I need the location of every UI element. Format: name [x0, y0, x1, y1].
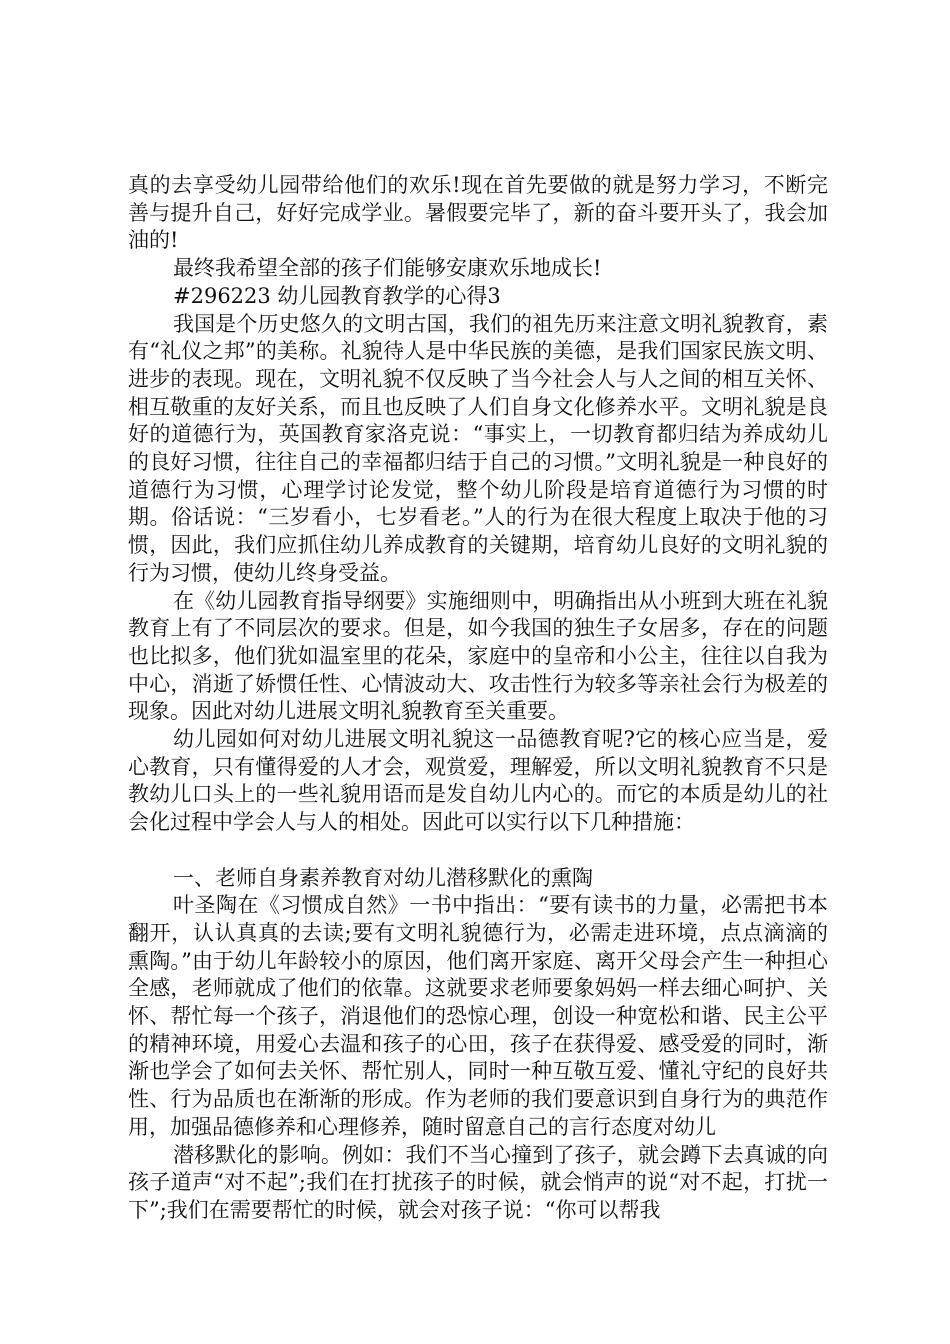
section-heading: #296223 幼儿园教育教学的心得3 — [173, 283, 501, 308]
document-page — [128, 172, 828, 1225]
paragraph-civility-intro: 我国是个历史悠久的文明古国，我们的祖先历来注意文明礼貌教育，素有“礼仪之邦”的美称。礼貌待人是中华民族的美德，是我们国家民族文明、进步的表现。现在，文明礼貌不仅反映了当今社会人与人之间的相互关怀、相互敬重的友好关系，而且也反映了人们自身文化修养水平。文明礼貌是良好的道德行为，英国教育家洛克说：“事实上，一切教育都归结为养成幼儿的良好习惯，往往自己的幸福都归结于自己的习惯。”文明礼貌是一种良好的道德行为习惯，心理学讨论发觉，整个幼儿阶段是培育道德行为习惯的时期。俗话说：“三岁看小，七岁看老。”人的行为在很大程度上取决于他的习惯，因此，我们应抓住幼儿养成教育的关键期，培育幼儿良好的文明礼貌的行为习惯，使幼儿终身受益。 — [128, 311, 828, 585]
paragraph-continuation: 真的去享受幼儿园带给他们的欢乐!现在首先要做的就是努力学习，不断完善与提升自己，好好完成学业。暑假要完毕了，新的奋斗要开头了，我会加油的! — [128, 173, 828, 253]
paragraph-closing-wish: 最终我希望全部的孩子们能够安康欢乐地成长! — [173, 256, 602, 281]
subsection-heading: 一、老师自身素养教育对幼儿潜移默化的熏陶 — [173, 865, 593, 890]
blank-line — [128, 837, 828, 865]
paragraph-core-method: 幼儿园如何对幼儿进展文明礼貌这一品德教育呢?它的核心应当是，爱心教育，只有懂得爱的人才会，观赏爱，理解爱，所以文明礼貌教育不只是教幼儿口头上的一些礼貌用语而是发自幼儿内心的。而它的本质是幼儿的社会化过程中学会人与人的相处。因此可以实行以下几种措施： — [128, 727, 828, 835]
paragraph-guideline: 在《幼儿园教育指导纲要》实施细则中，明确指出从小班到大班在礼貌教育上有了不同层次的要求。但是，如今我国的独生子女居多，存在的问题也比拟多，他们犹如温室里的花朵，家庭中的皇帝和小公主，往往以自我为中心，消逝了娇惯任性、心情波动大、攻击性行为较多等亲社会行为极差的现象。因此对幼儿进展文明礼貌教育至关重要。 — [128, 588, 828, 724]
paragraph-ye-shengtao: 叶圣陶在《习惯成自然》一书中指出：“要有读书的力量，必需把书本翻开，认认真真的去读;要有文明礼貌德行为，必需走进环境，点点滴滴的熏陶。”由于幼儿年龄较小的原因，他们离开家庭、离开父母会产生一种担心全感，老师就成了他们的依靠。这就要求老师要象妈妈一样去细心呵护、关怀、帮忙每一个孩子，消退他们的恐惊心理，创设一种宽松和谐、民主公平的精神环境，用爱心去温和孩子的心田，孩子在获得爱、感受爱的同时，渐渐也学会了如何去关怀、帮忙别人，同时一种互敬互爱、懂礼守纪的良好共性、行为品质也在渐渐的形成。作为老师的我们要意识到自身行为的典范作用，加强品德修养和心理修养，随时留意自己的言行态度对幼儿 — [128, 893, 828, 1139]
paragraph-examples: 潜移默化的影响。例如：我们不当心撞到了孩子，就会蹲下去真诚的向孩子道声“对不起”;我们在打扰孩子的时候，就会悄声的说“对不起，打扰一下”;我们在需要帮忙的时候，就会对孩子说：“你可以帮我 — [128, 1142, 828, 1222]
